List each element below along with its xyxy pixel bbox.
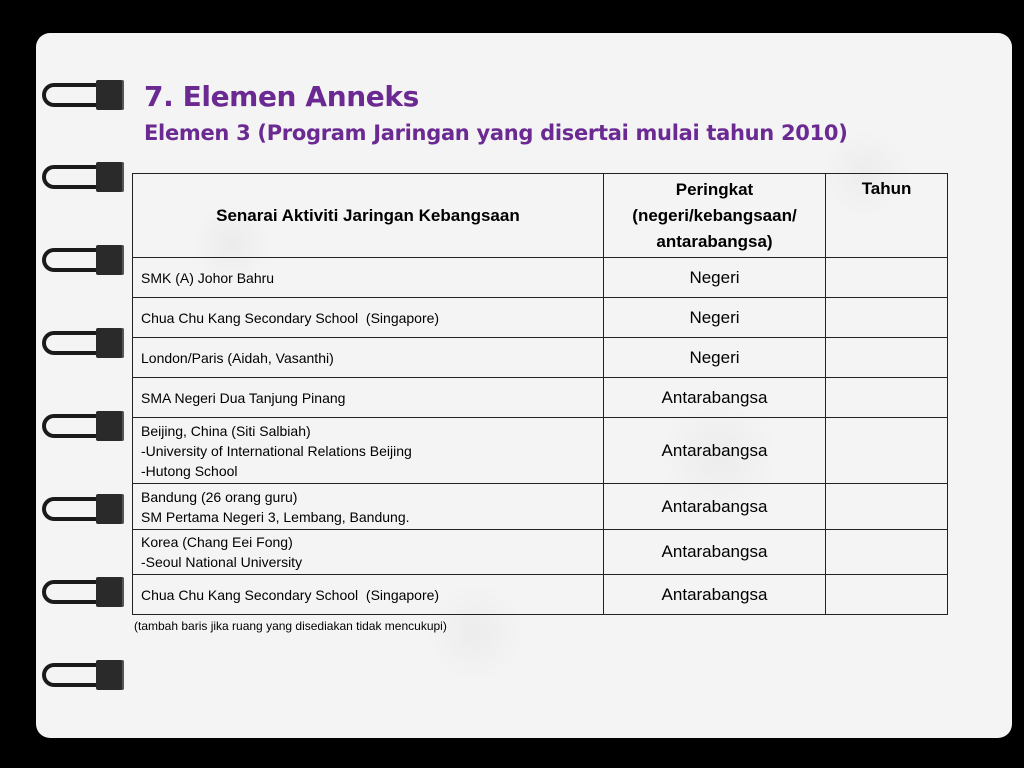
table-row xyxy=(133,298,948,338)
activity-cell xyxy=(133,418,604,484)
activity-line: Beijing, China (Siti Salbiah) xyxy=(141,422,311,439)
binder-ring xyxy=(42,494,130,524)
activity-line: Korea (Chang Eei Fong) xyxy=(141,534,293,550)
activity-cell xyxy=(133,298,604,338)
slide-title: 7. Elemen Anneks xyxy=(144,80,419,113)
year-cell xyxy=(826,298,948,338)
network-activities-table xyxy=(132,173,948,615)
binder-ring xyxy=(42,328,130,358)
header-level-line: Peringkat xyxy=(675,179,754,199)
level-cell: Antarabangsa xyxy=(603,484,825,530)
activity-line: Bandung (26 orang guru) xyxy=(141,488,298,505)
activity-line: Chua Chu Kang Secondary School (Singapore) xyxy=(141,586,440,603)
table-row xyxy=(133,258,948,298)
year-cell xyxy=(826,258,948,298)
activity-line: London/Paris (Aidah, Vasanthi) xyxy=(141,349,334,366)
level-cell: Antarabangsa xyxy=(603,418,825,484)
table-row xyxy=(133,530,948,575)
slide-subtitle: Elemen 3 (Program Jaringan yang disertai mulai tahun 2010) xyxy=(144,121,848,145)
header-level xyxy=(603,174,825,258)
activity-cell xyxy=(133,530,604,575)
activity-cell xyxy=(133,378,604,418)
activity-cell xyxy=(133,484,604,530)
activity-line: -Hutong School xyxy=(141,462,238,479)
table-row xyxy=(133,575,948,615)
year-cell xyxy=(826,378,948,418)
table-row xyxy=(133,418,948,484)
activity-line: -Seoul National University xyxy=(141,554,303,570)
year-cell xyxy=(826,484,948,530)
activity-line: SM Pertama Negeri 3, Lembang, Bandung. xyxy=(141,508,410,525)
activity-cell xyxy=(133,338,604,378)
binder-ring xyxy=(42,660,130,690)
binder-ring xyxy=(42,411,130,441)
year-cell xyxy=(826,575,948,615)
binder-ring xyxy=(42,577,130,607)
activity-cell xyxy=(133,258,604,298)
activity-line: SMA Negeri Dua Tanjung Pinang xyxy=(141,389,346,406)
activity-cell xyxy=(133,575,604,615)
table-row xyxy=(133,378,948,418)
binder-ring xyxy=(42,245,130,275)
level-cell: Antarabangsa xyxy=(603,575,825,615)
header-activity: Senarai Aktiviti Jaringan Kebangsaan xyxy=(133,174,604,258)
binder-ring xyxy=(42,80,130,110)
level-cell: Antarabangsa xyxy=(603,530,825,575)
activity-line: SMK (A) Johor Bahru xyxy=(141,269,275,286)
year-cell xyxy=(826,530,948,575)
year-cell xyxy=(826,338,948,378)
level-cell: Negeri xyxy=(603,298,825,338)
year-cell xyxy=(826,418,948,484)
binder-ring xyxy=(42,162,130,192)
level-cell: Antarabangsa xyxy=(603,378,825,418)
table-row xyxy=(133,338,948,378)
table-note: (tambah baris jika ruang yang disediakan tidak mencukupi) xyxy=(134,619,447,633)
level-cell: Negeri xyxy=(603,338,825,378)
table-header-row xyxy=(133,174,948,258)
level-cell: Negeri xyxy=(603,258,825,298)
header-year: Tahun xyxy=(826,174,948,258)
table-row xyxy=(133,484,948,530)
activity-line: Chua Chu Kang Secondary School (Singapore) xyxy=(141,309,440,326)
header-level-line: antarabangsa) xyxy=(656,231,773,251)
header-level-line: (negeri/kebangsaan/ xyxy=(632,205,797,225)
activity-line: -University of International Relations Beijing xyxy=(141,442,412,459)
